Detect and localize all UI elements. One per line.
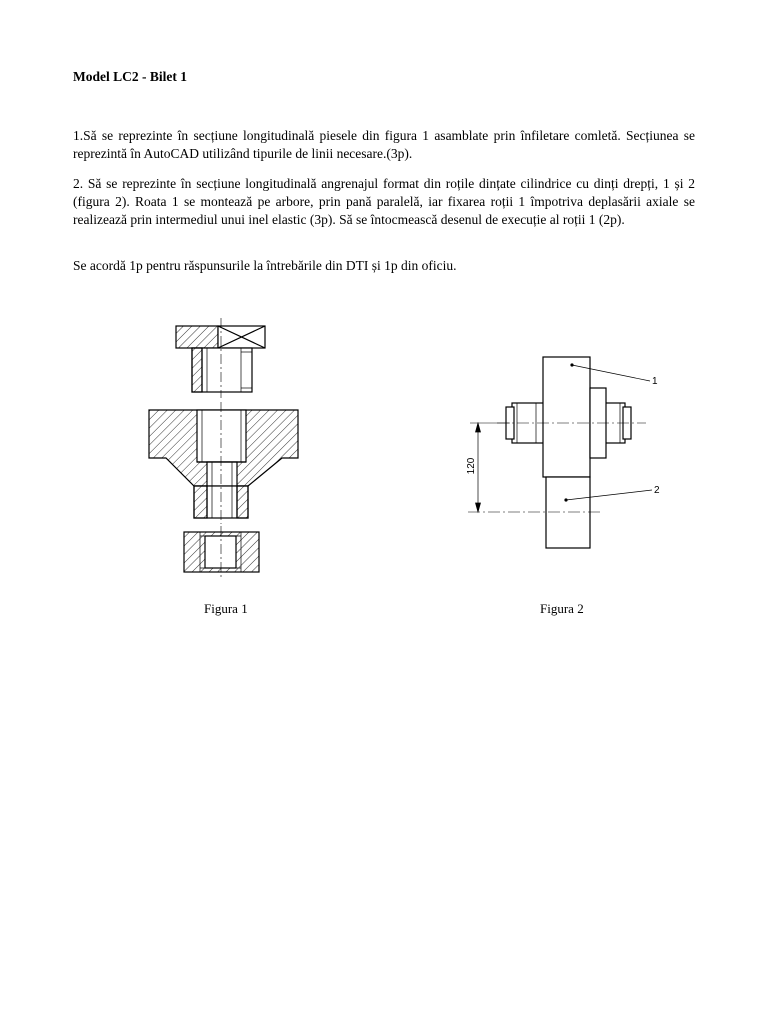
fig2-part-label-1: 1 — [652, 376, 658, 387]
fig2-gear-2 — [546, 477, 590, 548]
task-1-text: 1.Să se reprezinte în secțiune longitudinală piesele din figura 1 asamblate prin înfiletare comletă. Secțiunea se reprezintă în AutoCAD utilizând tipurile de linii necesare.(3p). — [73, 128, 695, 161]
task-2-text: 2. Să se reprezinte în secțiune longitudinală angrenajul format din roțile dințate cilindrice cu dinți drepți, 1 și 2 (figura 2). Roata 1 se montează pe arbore, prin pană paralelă, iar fixarea roții 1 împotriva deplasării axiale se realizează prin intermediul unui inel elastic (3p). Să se întocmească desenul de execuție al roții 1 (2p). — [73, 176, 695, 227]
fig2-dimension-value: 120 — [466, 457, 477, 475]
fig2-part-label-2: 2 — [654, 485, 660, 496]
figure-1-drawing — [149, 318, 298, 578]
fig1-nut — [184, 526, 259, 578]
fig1-body — [149, 402, 298, 524]
fig1-screw-head — [176, 318, 265, 398]
figure-1-caption: Figura 1 — [204, 601, 248, 616]
figure-2-caption: Figura 2 — [540, 601, 584, 616]
figure-2-drawing — [468, 357, 652, 548]
page-title: Model LC2 - Bilet 1 — [73, 69, 187, 84]
grading-note: Se acordă 1p pentru răspunsurile la întrebările din DTI și 1p din oficiu. — [73, 258, 457, 273]
fig2-gear-1 — [536, 357, 606, 477]
